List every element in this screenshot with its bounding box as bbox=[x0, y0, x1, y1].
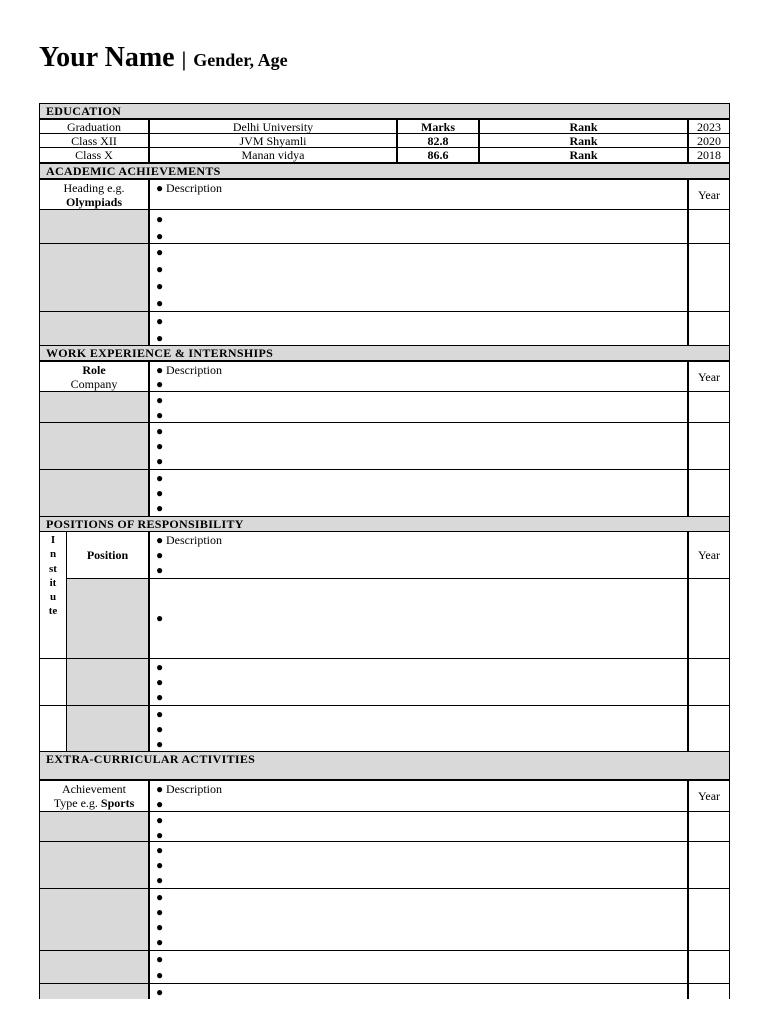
bullet-point: ● bbox=[156, 533, 164, 547]
work-role: Role bbox=[82, 363, 106, 377]
bullet-point: ● bbox=[156, 181, 164, 195]
work-year-empty bbox=[688, 469, 730, 517]
position-empty bbox=[66, 658, 149, 706]
academic-description-cell bbox=[149, 243, 688, 312]
extra-description-cell bbox=[149, 780, 688, 812]
extra-type-empty bbox=[39, 983, 149, 999]
positions-description-cell bbox=[149, 578, 688, 659]
gender-age: Gender, Age bbox=[193, 50, 288, 70]
academic-year: Year bbox=[688, 179, 730, 210]
bullet-point: ● bbox=[156, 548, 164, 562]
education-school: Delhi University bbox=[149, 119, 397, 134]
extra-achievement: Achievement bbox=[62, 782, 126, 796]
bullet-point: ● bbox=[156, 393, 164, 407]
bullet-point: ● bbox=[156, 245, 164, 259]
bullet-point: ● bbox=[156, 722, 164, 736]
institute-label: Institute bbox=[48, 534, 58, 618]
education-year: 2020 bbox=[688, 133, 730, 148]
extra-year-empty bbox=[688, 888, 730, 951]
education-rank: Rank bbox=[479, 133, 688, 148]
section-header-education: EDUCATION bbox=[39, 103, 730, 119]
bullet-point: ● bbox=[156, 501, 164, 515]
extra-year: Year bbox=[688, 780, 730, 812]
bullet-point: ● bbox=[156, 920, 164, 934]
bullet-point: ● bbox=[156, 873, 164, 887]
academic-heading-empty bbox=[39, 209, 149, 244]
bullet-point: ● bbox=[156, 858, 164, 872]
academic-heading-empty bbox=[39, 311, 149, 346]
bullet-point: ● bbox=[156, 782, 164, 796]
candidate-name: Your Name bbox=[39, 42, 175, 73]
extra-description-cell bbox=[149, 841, 688, 889]
section-header-extra: EXTRA-CURRICULAR ACTIVITIES bbox=[39, 751, 730, 780]
bullet-point: ● bbox=[156, 424, 164, 438]
bullet-point: ● bbox=[156, 296, 164, 310]
header-separator: | bbox=[181, 47, 187, 71]
bullet-point: ● bbox=[156, 797, 164, 811]
resume-table bbox=[39, 103, 730, 999]
extra-type-prefix: Type e.g. bbox=[53, 796, 98, 810]
academic-year-empty bbox=[688, 243, 730, 312]
education-year: 2018 bbox=[688, 147, 730, 163]
work-role-empty bbox=[39, 391, 149, 423]
academic-year-empty bbox=[688, 311, 730, 346]
positions-description-cell bbox=[149, 531, 688, 579]
extra-year-empty bbox=[688, 950, 730, 984]
positions-year-empty bbox=[688, 578, 730, 659]
bullet-point: ● bbox=[156, 486, 164, 500]
institute-empty bbox=[39, 705, 67, 752]
bullet-point: ● bbox=[156, 843, 164, 857]
education-marks: Marks bbox=[397, 119, 479, 134]
education-level: Class XII bbox=[39, 133, 149, 148]
extra-type-example: Sports bbox=[100, 796, 135, 810]
bullet-point: ● bbox=[156, 279, 164, 293]
work-role-empty bbox=[39, 469, 149, 517]
work-role-empty bbox=[39, 422, 149, 470]
extra-type-empty bbox=[39, 811, 149, 842]
bullet-point: ● bbox=[156, 331, 164, 345]
bullet-point: ● bbox=[156, 905, 164, 919]
extra-description-cell bbox=[149, 983, 688, 999]
extra-year-empty bbox=[688, 811, 730, 842]
work-year-empty bbox=[688, 391, 730, 423]
bullet-point: ● bbox=[156, 675, 164, 689]
education-school: JVM Shyamli bbox=[149, 133, 397, 148]
work-description-cell bbox=[149, 422, 688, 470]
academic-description-cell bbox=[149, 179, 688, 210]
extra-year-empty bbox=[688, 841, 730, 889]
section-header-positions: POSITIONS OF RESPONSIBILITY bbox=[39, 516, 730, 532]
position-label: Position bbox=[66, 531, 149, 579]
education-marks: 82.8 bbox=[397, 133, 479, 148]
resume-header bbox=[39, 42, 288, 74]
work-role-cell bbox=[39, 361, 149, 392]
bullet-point: ● bbox=[156, 690, 164, 704]
work-description: Description bbox=[166, 363, 222, 377]
bullet-point: ● bbox=[156, 952, 164, 966]
bullet-point: ● bbox=[156, 968, 164, 982]
academic-heading-cell bbox=[39, 179, 149, 210]
extra-type-cell bbox=[39, 780, 149, 812]
position-empty bbox=[66, 578, 149, 659]
positions-year-empty bbox=[688, 658, 730, 706]
work-description-cell bbox=[149, 391, 688, 423]
academic-description: Description bbox=[166, 181, 222, 195]
extra-description-cell bbox=[149, 811, 688, 842]
bullet-point: ● bbox=[156, 707, 164, 721]
bullet-point: ● bbox=[156, 935, 164, 949]
education-level: Class X bbox=[39, 147, 149, 163]
bullet-point: ● bbox=[156, 229, 164, 243]
bullet-point: ● bbox=[156, 985, 164, 999]
work-company: Company bbox=[70, 377, 118, 391]
bullet-point: ● bbox=[156, 890, 164, 904]
bullet-point: ● bbox=[156, 737, 164, 751]
education-level: Graduation bbox=[39, 119, 149, 134]
education-marks: 86.6 bbox=[397, 147, 479, 163]
extra-description-cell bbox=[149, 888, 688, 951]
position-empty bbox=[66, 705, 149, 752]
academic-description-cell bbox=[149, 311, 688, 346]
academic-description-cell bbox=[149, 209, 688, 244]
work-year-empty bbox=[688, 422, 730, 470]
bullet-point: ● bbox=[156, 813, 164, 827]
academic-heading-example: Olympiads bbox=[65, 195, 122, 209]
extra-type-empty bbox=[39, 888, 149, 951]
extra-year-empty bbox=[688, 983, 730, 999]
education-school: Manan vidya bbox=[149, 147, 397, 163]
education-rank: Rank bbox=[479, 119, 688, 134]
work-year: Year bbox=[688, 361, 730, 392]
bullet-point: ● bbox=[156, 454, 164, 468]
bullet-point: ● bbox=[156, 377, 164, 391]
bullet-point: ● bbox=[156, 212, 164, 226]
extra-type-empty bbox=[39, 841, 149, 889]
academic-heading-prefix: Heading e.g. bbox=[63, 181, 125, 195]
extra-description-cell bbox=[149, 950, 688, 984]
positions-year-empty bbox=[688, 705, 730, 752]
bullet-point: ● bbox=[156, 471, 164, 485]
positions-description-cell bbox=[149, 658, 688, 706]
work-description-cell bbox=[149, 361, 688, 392]
bullet-point: ● bbox=[156, 363, 164, 377]
positions-description-cell bbox=[149, 705, 688, 752]
bullet-point: ● bbox=[156, 439, 164, 453]
institute-empty bbox=[39, 658, 67, 706]
bullet-point: ● bbox=[156, 828, 164, 842]
education-rank: Rank bbox=[479, 147, 688, 163]
bullet-point: ● bbox=[156, 660, 164, 674]
positions-description: Description bbox=[166, 533, 222, 547]
bullet-point: ● bbox=[156, 611, 164, 625]
section-header-academic: ACADEMIC ACHIEVEMENTS bbox=[39, 163, 730, 179]
bullet-point: ● bbox=[156, 262, 164, 276]
academic-year-empty bbox=[688, 209, 730, 244]
section-header-work: WORK EXPERIENCE & INTERNSHIPS bbox=[39, 345, 730, 361]
extra-description: Description bbox=[166, 782, 222, 796]
bullet-point: ● bbox=[156, 408, 164, 422]
work-description-cell bbox=[149, 469, 688, 517]
academic-heading-empty bbox=[39, 243, 149, 312]
extra-type-empty bbox=[39, 950, 149, 984]
positions-year: Year bbox=[688, 531, 730, 579]
bullet-point: ● bbox=[156, 563, 164, 577]
bullet-point: ● bbox=[156, 314, 164, 328]
education-year: 2023 bbox=[688, 119, 730, 134]
institute-vertical-label bbox=[39, 531, 67, 659]
